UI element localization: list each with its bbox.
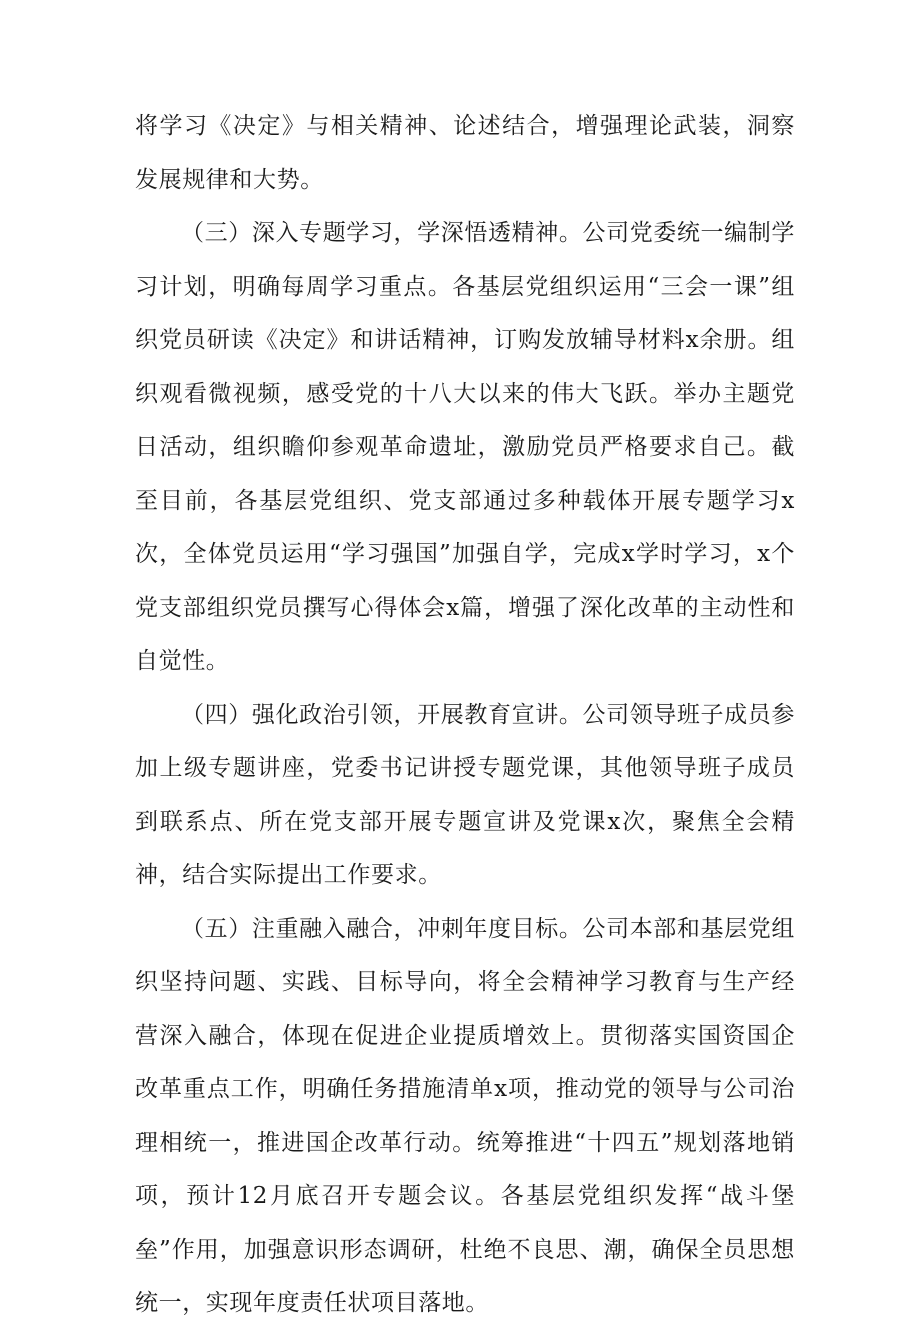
paragraph-section-4: （四）强化政治引领，开展教育宣讲。公司领导班子成员参加上级专题讲座，党委书记讲授专题党课，其他领导班子成员到联系点、所在党支部开展专题宣讲及党课x次，聚焦全会精神，结合实际提出工作要求。 <box>135 701 795 888</box>
document-body <box>135 100 795 1331</box>
paragraph-section-3: （三）深入专题学习，学深悟透精神。公司党委统一编制学习计划，明确每周学习重点。各基层党组织运用“三会一课”组织党员研读《决定》和讲话精神，订购发放辅导材料x余册。组织观看微视频，感受党的十八大以来的伟大飞跃。举办主题党日活动，组织瞻仰参观革命遗址，激励党员严格要求自己。截至目前，各基层党组织、党支部通过多种载体开展专题学习x次，全体党员运用“学习强国”加强自学，完成x学时学习，x个党支部组织党员撰写心得体会x篇，增强了深化改革的主动性和自觉性。 <box>135 220 795 674</box>
paragraph-continued: 将学习《决定》与相关精神、论述结合，增强理论武装，洞察发展规律和大势。 <box>135 113 795 193</box>
paragraph-section-5: （五）注重融入融合，冲刺年度目标。公司本部和基层党组织坚持问题、实践、目标导向，将全会精神学习教育与生产经营深入融合，体现在促进企业提质增效上。贯彻落实国资国企改革重点工作，明确任务措施清单x项，推动党的领导与公司治理相统一，推进国企改革行动。统筹推进“十四五”规划落地销项，预计12月底召开专题会议。各基层党组织发挥“战斗堡垒”作用，加强意识形态调研，杜绝不良思、潮，确保全员思想统一，实现年度责任状项目落地。 <box>135 915 795 1316</box>
